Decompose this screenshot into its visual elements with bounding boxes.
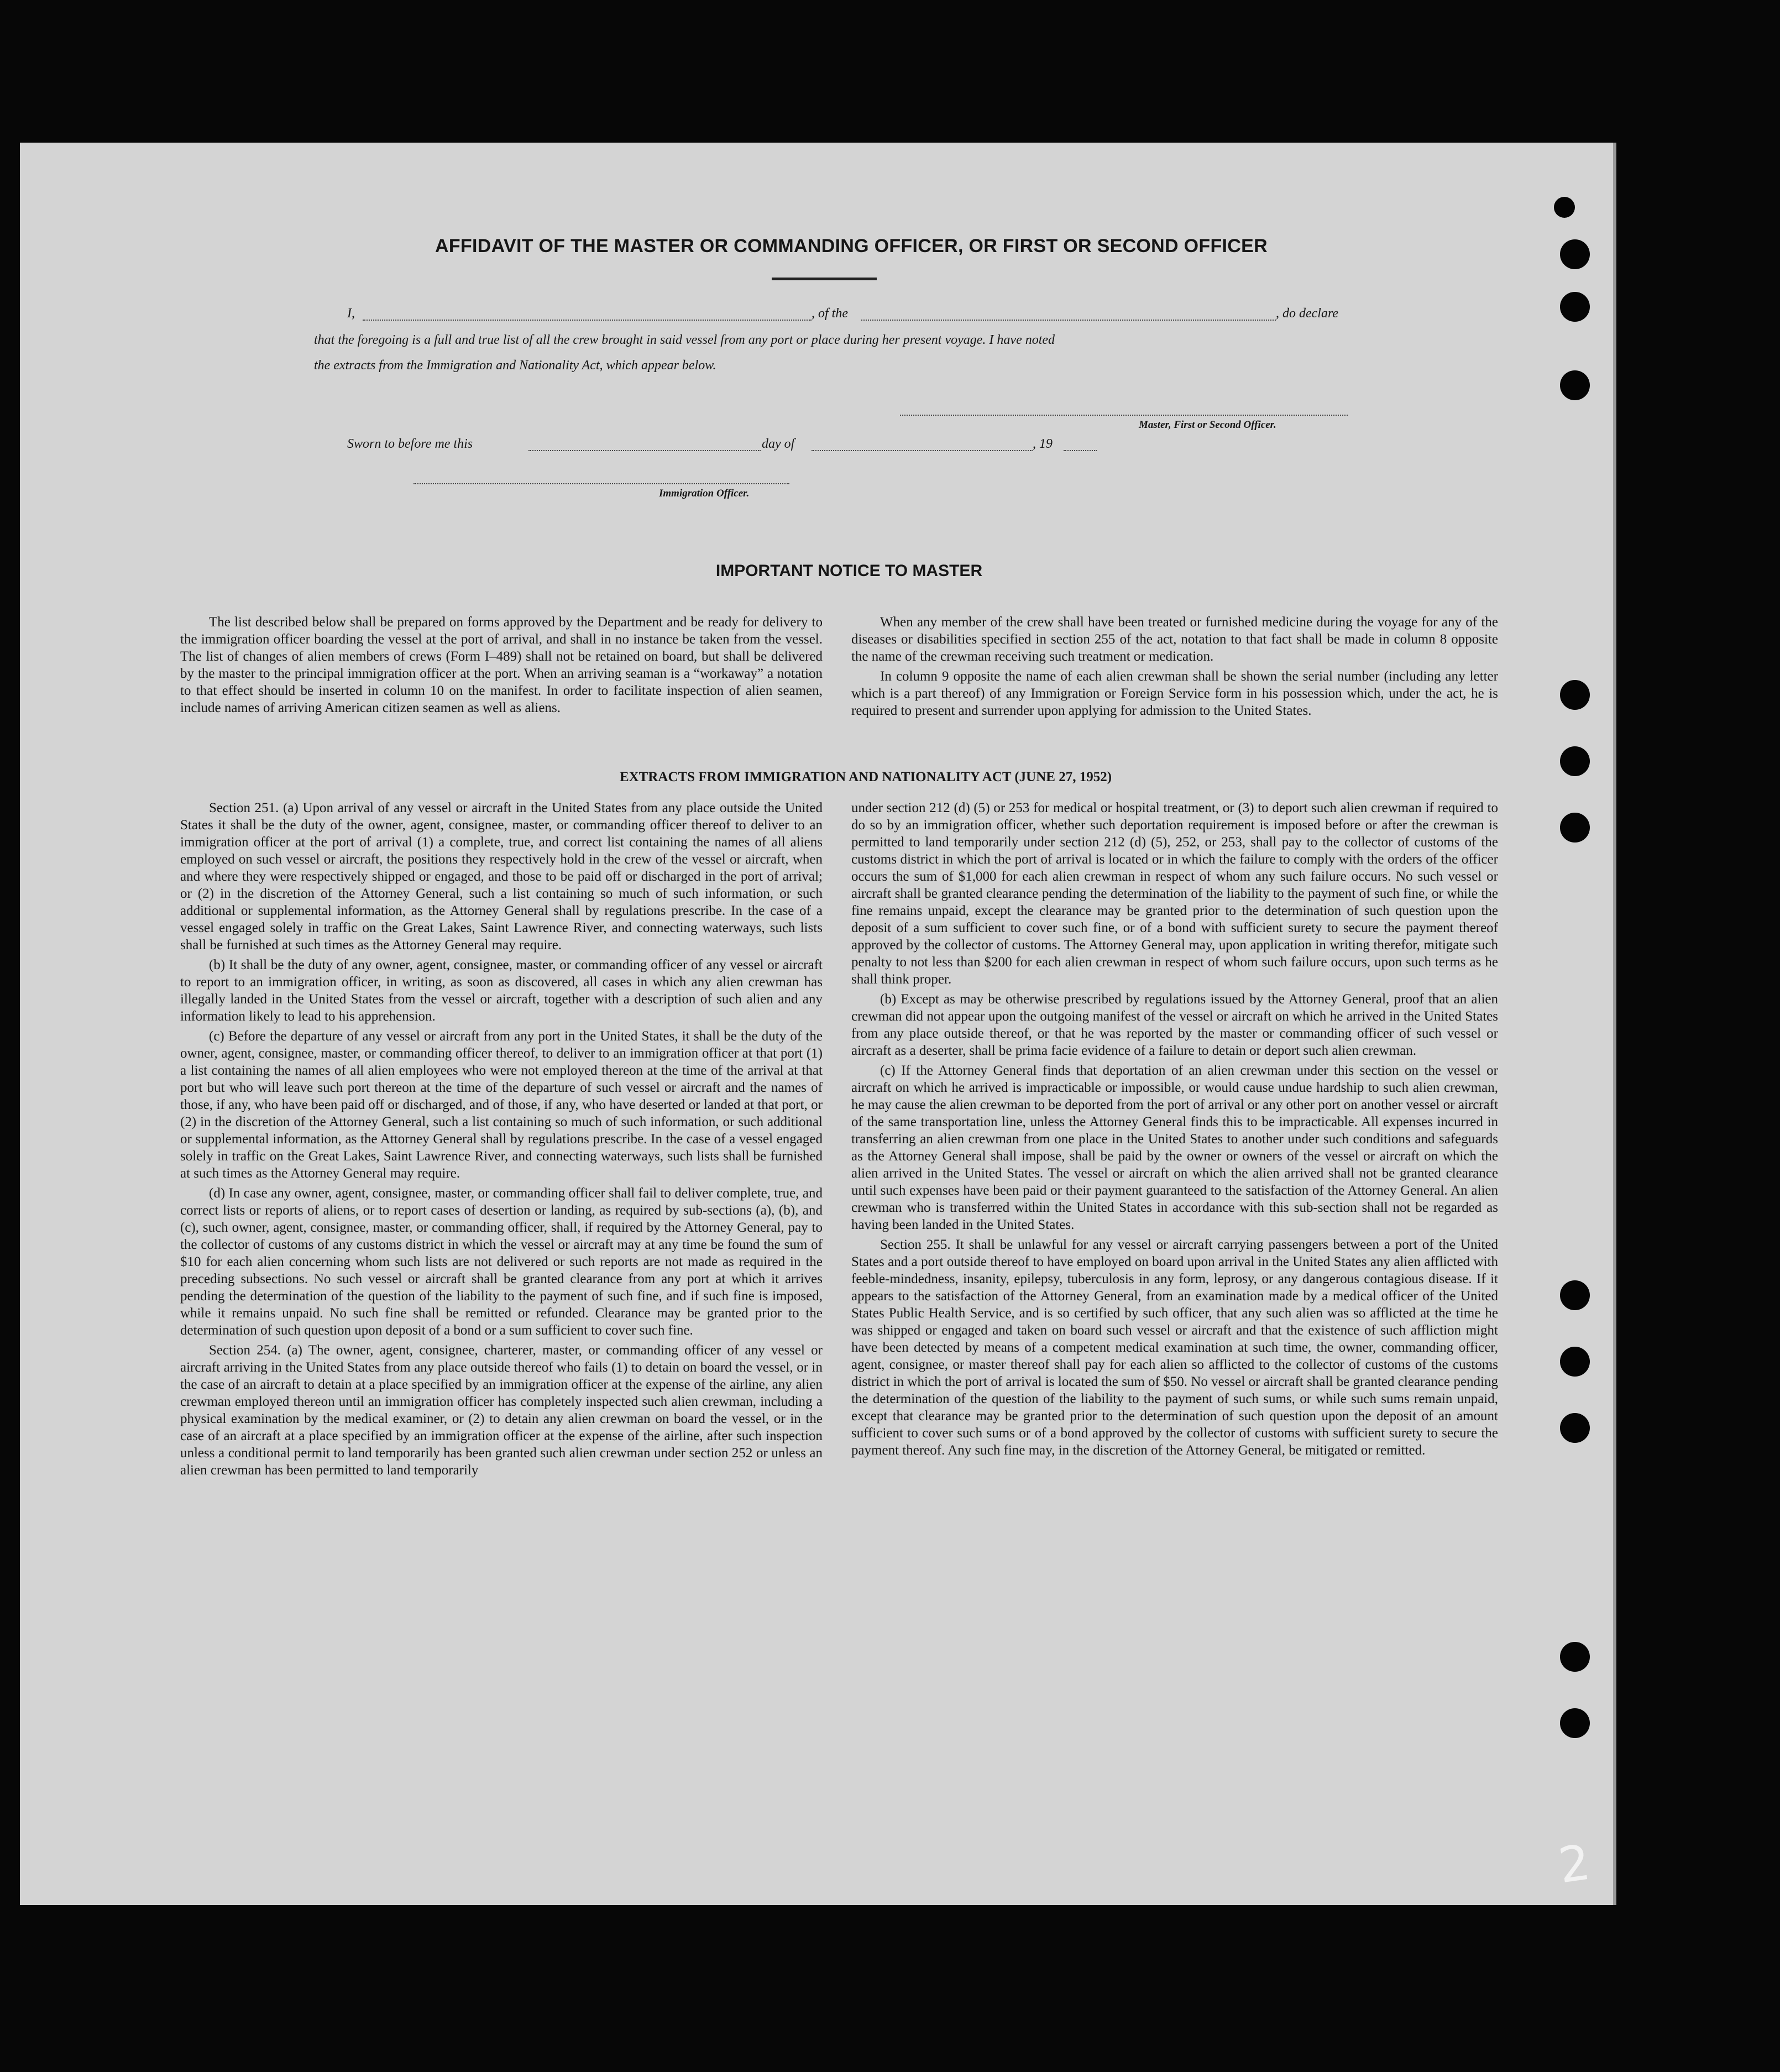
notice-right-paragraph: When any member of the crew shall have been treated or furnished medicine during the voyage for any of the diseases or disabilities specified in section 255 of the act, notation to that fact shall be made in column 8 opposite the name of the crewman receiving such treatment or medication. [851,615,1498,664]
punch-hole [1560,1347,1590,1377]
extracts-left-column [180,799,823,1482]
notice-left-paragraph: The list described below shall be prepared on forms approved by the Department and be ready for delivery to the immigration officer boarding the vessel at the port of arrival, and shall in no instance be taken from the vessel. The list of changes of alien members of crews (Form I–489) shall not be retained on board, but shall be delivered by the master to the principal immigration officer at the port. When an arriving seaman is a “workaway” a notation to that effect should be inserted in column 10 on the manifest. In order to facilitate inspection of alien seamen, include names of arriving American citizen seamen as well as aliens. [180,615,823,715]
punch-hole [1560,292,1590,322]
affidavit-title: AFFIDAVIT OF THE MASTER OR COMMANDING OFFICER, OR FIRST OR SECOND OFFICER [435,236,1268,257]
punch-hole [1554,197,1575,218]
punch-hole [1560,1413,1590,1443]
punch-hole [1560,813,1590,843]
extract-paragraph: Section 254. (a) The owner, agent, consignee, charterer, master, or commanding officer of any vessel or aircraft arriving in the United States from any place outside thereof who fails (1) to detain on board the vessel, or in the case of an aircraft to detain at a place specified by an immigration officer at the expense of the airline, any alien crewman employed thereon until an immigration officer has completely inspected such alien crewman, including a physical examination by the medical examiner, or (2) to detain any alien crewman on board the vessel, or in the case of an aircraft at a place specified by an immigration officer at the expense of the airline, after such inspection unless a conditional permit to land temporarily has been granted such alien crewman under section 252 or unless an alien crewman has been permitted to land temporarily [180,1343,823,1478]
title-divider [772,278,877,280]
document-page [20,143,1616,1905]
extract-paragraph: (b) It shall be the duty of any owner, agent, consignee, master, or commanding officer of any vessel or aircraft to report to an immigration officer, in writing, as soon as discovered, all cases in which any alien crewman has illegally landed in the United States from the vessel or aircraft, together with a description of such alien and any information likely to lead to his apprehension. [180,957,823,1024]
extract-paragraph: under section 212 (d) (5) or 253 for medical or hospital treatment, or (3) to deport such alien crewman if required to do so by an immigration officer, whether such deportation requirement is imposed before or after the crewman is permitted to land temporarily under section 212 (d) (5), 252, or 253, shall pay to the collector of customs of the customs district in which the port of arrival is located or in which the failure to comply with the orders of the officer occurs the sum of $1,000 for each alien crewman in respect of whom any such failure occurs. No such vessel or aircraft shall be granted clearance pending the determination of the liability to the payment of such fine, or while the fine remains unpaid, except the clearance may be granted prior to the determination of such question upon the deposit of a sum sufficient to cover such fine, or of a bond with sufficient surety to secure the payment thereof approved by the collector of customs. The Attorney General may, upon application in writing therefor, mitigate such penalty to not less than $200 for each alien crewman in respect of whom such failure occurs, upon such terms as he shall think proper. [851,800,1498,987]
affidavit-statement-line: that the foregoing is a full and true list of all the crew brought in said vessel from any port or place during her present voyage. I have noted [314,333,1055,347]
extract-paragraph: (c) Before the departure of any vessel or aircraft from any port in the United States, it shall be the duty of the owner, agent, consignee, master, or commanding officer thereof, to deliver to an immigration officer at that port (1) a list containing the names of all alien employees who were not employed thereon at the time of the arrival at that port but who will leave such port thereon at the time of the departure of such vessel or aircraft and the names of those, if any, who have been paid off or discharged, and of those, if any, who have deserted or landed at that port, or (2) in the discretion of the Attorney General, such a list containing so much of such information, or such additional or supplemental information, as the Attorney General shall by regulations prescribe. In the case of a vessel engaged solely in traffic on the Great Lakes, Saint Lawrence River, and connecting waterways, such lists shall be furnished at such times as the Attorney General may require. [180,1029,823,1181]
notice-right-column [851,614,1498,722]
punch-hole [1560,239,1590,269]
immigration-officer-signature-field[interactable] [413,483,789,484]
punch-hole [1560,680,1590,710]
affidavit-extracts-line: the extracts from the Immigration and Nationality Act, which appear below. [314,358,716,373]
declarant-name-field[interactable] [363,320,812,321]
extracts-right-column [851,799,1498,1462]
affidavit-i-label: I, [347,306,355,321]
punch-hole [1560,1708,1590,1738]
notice-title: IMPORTANT NOTICE TO MASTER [715,562,983,580]
immigration-officer-caption: Immigration Officer. [659,488,750,499]
day-of-label: day of [762,437,795,451]
sworn-day-field[interactable] [528,450,761,451]
sworn-year-field[interactable] [1064,450,1097,451]
affidavit-of-the-label: , of the [812,306,848,321]
punch-hole [1560,1642,1590,1672]
sworn-label: Sworn to before me this [347,437,473,451]
extract-paragraph: Section 251. (a) Upon arrival of any vessel or aircraft in the United States from any place outside the United States it shall be the duty of the owner, agent, consignee, master, or commanding officer thereof to deliver to an immigration officer at the port of arrival (1) a complete, true, and correct list containing the names of all aliens employed on such vessel or aircraft, the positions they respectively hold in the crew of the vessel or aircraft, when and where they were respectively shipped or engaged, and those to be paid off or discharged in the port of arrival; or (2) in the discretion of the Attorney General, such a list containing so much of such information, or such additional or supplemental information, as the Attorney General shall by regulations prescribe. In the case of a vessel engaged solely in traffic on the Great Lakes, Saint Lawrence River, and connecting waterways, such lists shall be furnished at such times as the Attorney General may require. [180,800,823,953]
extract-paragraph: (b) Except as may be otherwise prescribed by regulations issued by the Attorney General, proof that an alien crewman did not appear upon the outgoing manifest of the vessel or aircraft on which he arrived in the United States from any place outside thereof, or that he was reported by the master or commanding officer of such vessel or aircraft as a deserter, shall be prima facie evidence of a failure to detain or deport such alien crewman. [851,992,1498,1058]
master-signature-field[interactable] [900,415,1348,416]
sworn-month-field[interactable] [812,450,1033,451]
vessel-name-field[interactable] [861,320,1276,321]
master-signature-caption: Master, First or Second Officer. [1139,419,1276,431]
notice-right-paragraph: In column 9 opposite the name of each alien crewman shall be shown the serial number (including any letter which is a part thereof) of any Immigration or Foreign Service form in his possession which, under the act, he is required to present and surrender upon applying for admission to the United States. [851,669,1498,718]
year-label: , 19 [1033,437,1053,451]
affidavit-do-declare-label: , do declare [1276,306,1339,321]
extracts-title: EXTRACTS FROM IMMIGRATION AND NATIONALITY ACT (JUNE 27, 1952) [619,770,1112,784]
notice-left-column [180,614,823,719]
punch-hole [1560,370,1590,400]
handwritten-page-number: 2 [1555,1833,1594,1895]
punch-hole [1560,746,1590,776]
extract-paragraph: (c) If the Attorney General finds that deportation of an alien crewman under this section on the vessel or aircraft on which he arrived is impracticable or impossible, or would cause undue hardship to such alien crewman, he may cause the alien crewman to be deported from the port of arrival or any other port on another vessel or aircraft of the same transportation line, unless the Attorney General finds this to be impracticable. All expenses incurred in transferring an alien crewman from one place in the United States to another under such conditions and safeguards as the Attorney General shall impose, shall be paid by the owner or owners of the vessel or aircraft on which the alien arrived in the United States. The vessel or aircraft on which the alien arrived shall not be granted clearance until such expenses have been paid or their payment guaranteed to the satisfaction of the Attorney General. An alien crewman who is transferred within the United States in accordance with this sub-section shall not be regarded as having been landed in the United States. [851,1063,1498,1232]
punch-hole [1560,1280,1590,1310]
extract-paragraph: Section 255. It shall be unlawful for any vessel or aircraft carrying passengers between a port of the United States and a port outside thereof to have employed on board upon arrival in the United States any alien afflicted with feeble-mindedness, insanity, epilepsy, tuberculosis in any form, leprosy, or any dangerous contagious disease. If it appears to the satisfaction of the Attorney General, from an examination made by a medical officer of the United States Public Health Service, and is so certified by such officer, that any such alien was so afflicted at the time he was shipped or engaged and taken on board such vessel or aircraft and that the existence of such affliction might have been detected by means of a competent medical examination at such time, the owner, commanding officer, agent, consignee, or master thereof shall pay for each alien so afflicted to the collector of customs of the customs district in which the port of arrival is located the sum of $50. No vessel or aircraft shall be granted clearance pending the determination of the question of the liability to the payment of such sums, or while such sums remain unpaid, except that clearance may be granted prior to the determination of such question upon the deposit of an amount sufficient to cover such sums or of a bond approved by the collector of customs with sufficient surety to secure the payment thereof. Any such fine may, in the discretion of the Attorney General, be mitigated or remitted. [851,1237,1498,1458]
extract-paragraph: (d) In case any owner, agent, consignee, master, or commanding officer shall fail to deliver complete, true, and correct lists or reports of aliens, or to report cases of desertion or landing, as required by sub-sections (a), (b), and (c), such owner, agent, consignee, master, or commanding officer, shall, if required by the Attorney General, pay to the collector of customs of any customs district in which the vessel or aircraft may at any time be found the sum of $10 for each alien concerning whom such lists are not delivered or such reports are not made as required in the preceding subsections. No such vessel or aircraft shall be granted clearance from any port at which it arrives pending the determination of the question of the liability to the payment of such fine, and if such fine is imposed, while it remains unpaid. No such fine shall be remitted or refunded. Clearance may be granted prior to the determination of such question upon deposit of a bond or a sum sufficient to cover such fine. [180,1186,823,1338]
